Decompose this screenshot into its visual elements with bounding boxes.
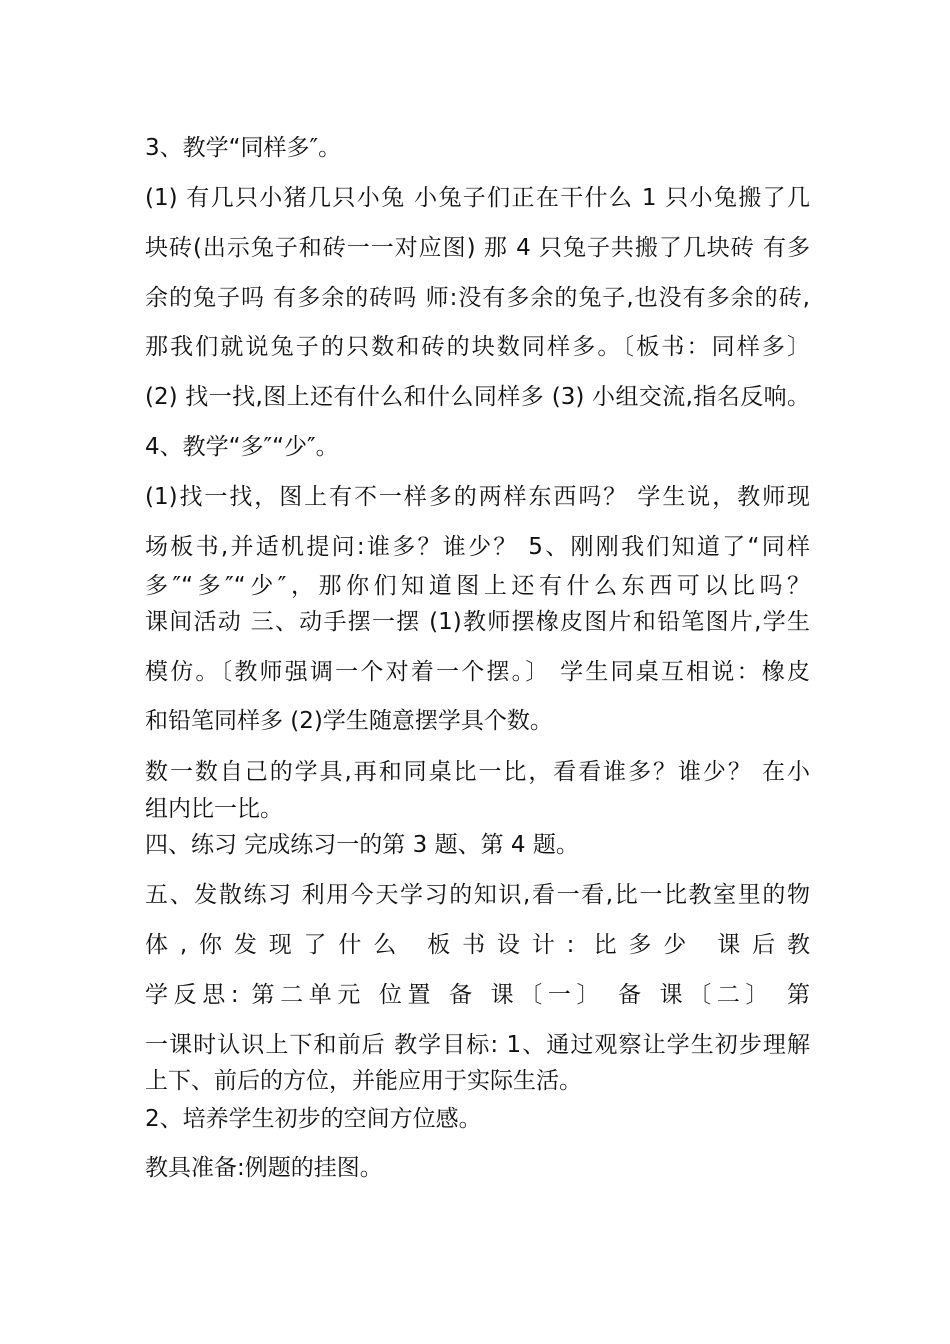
text-line-14: 数一数自己的学具,再和同桌比一比，看看谁多？谁少？ 在小 bbox=[145, 759, 810, 785]
text-line-16: 四、练习 完成练习一的第 3 题、第 4 题。 bbox=[145, 832, 579, 858]
text-line-11: 课间活动 三、动手摆一摆 (1)教师摆橡皮图片和铅笔图片,学生 bbox=[145, 609, 810, 635]
text-line-3: 块砖(出示兔子和砖一一对应图) 那 4 只兔子共搬了几块砖 有多 bbox=[145, 235, 810, 261]
text-line-12: 模仿。〔教师强调一个对着一个摆。〕 学生同桌互相说：橡皮 bbox=[145, 659, 810, 685]
text-line-10: 多″“多″“少″，那你们知道图上还有什么东西可以比吗？ bbox=[145, 573, 810, 599]
text-line-17: 五、发散练习 利用今天学习的知识,看一看,比一比教室里的物 bbox=[145, 882, 810, 908]
text-line-13: 和铅笔同样多 (2)学生随意摆学具个数。 bbox=[145, 708, 553, 734]
text-line-6: (2) 找一找,图上还有什么和什么同样多 (3) 小组交流,指名反响。 bbox=[145, 384, 810, 410]
text-line-4: 余的兔子吗 有多余的砖吗 师:没有多余的兔子,也没有多余的砖, bbox=[145, 285, 810, 311]
text-line-23: 教具准备:例题的挂图。 bbox=[145, 1155, 383, 1181]
text-line-20: 一课时认识上下和前后 教学目标: 1、通过观察让学生初步理解 bbox=[145, 1032, 810, 1058]
text-line-19: 学反思: 第二单元 位置 备 课〔一〕 备 课〔二〕 第 bbox=[145, 982, 810, 1008]
text-line-7: 4、教学“多″“少″。 bbox=[145, 434, 339, 460]
text-line-1: 3、教学“同样多″。 bbox=[145, 135, 342, 161]
text-line-2: (1) 有几只小猪几只小兔 小兔子们正在干什么 1 只小兔搬了几 bbox=[145, 185, 810, 211]
text-line-8: (1)找一找，图上有不一样多的两样东西吗？ 学生说，教师现 bbox=[145, 484, 810, 510]
text-line-9: 场板书,并适机提问:谁多？谁少？ 5、刚刚我们知道了“同样 bbox=[145, 534, 810, 560]
text-line-5: 那我们就说兔子的只数和砖的块数同样多。〔板书：同样多〕 bbox=[145, 334, 810, 360]
text-line-22: 2、培养学生初步的空间方位感。 bbox=[145, 1106, 482, 1132]
text-line-18: 体,你发现了什么 板书设计: 比多少 课后教 bbox=[145, 932, 810, 958]
text-line-15: 组内比一比。 bbox=[145, 796, 283, 822]
text-line-21: 上下、前后的方位，并能应用于实际生活。 bbox=[145, 1068, 582, 1094]
